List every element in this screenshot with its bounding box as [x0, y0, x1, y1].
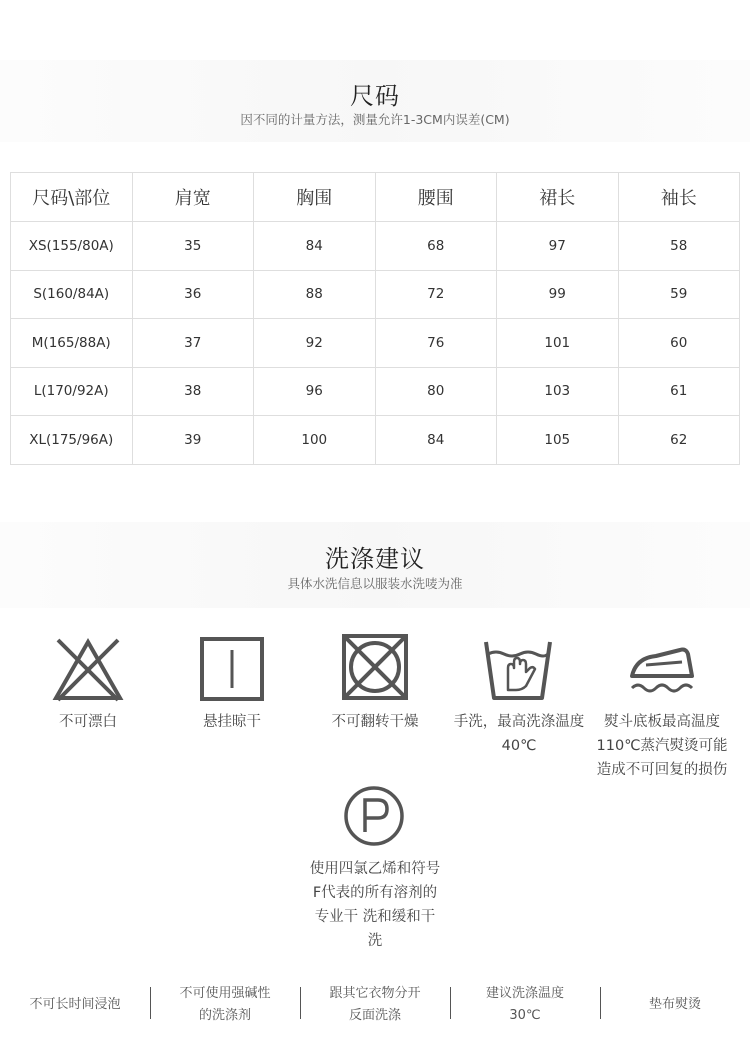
iron-icon [622, 632, 702, 712]
header-waist: 腰围 [375, 173, 497, 222]
tip-item [0, 984, 150, 1026]
table-cell: 88 [254, 270, 376, 319]
care-label-line: 110℃蒸汽熨烫可能 [596, 738, 728, 754]
size-cell: L(170/92A) [11, 367, 133, 416]
tip-line: 反面洗涤 [348, 1008, 401, 1023]
table-cell: 84 [375, 416, 497, 465]
tip-item [450, 984, 600, 1026]
header-skirt-length: 裙长 [497, 173, 619, 222]
header-shoulder: 肩宽 [132, 173, 254, 222]
table-cell: 103 [497, 367, 619, 416]
table-cell: 61 [618, 367, 740, 416]
size-table [10, 172, 740, 465]
table-cell: 38 [132, 367, 254, 416]
size-cell: M(165/88A) [11, 319, 133, 368]
table-cell: 72 [375, 270, 497, 319]
table-cell: 59 [618, 270, 740, 319]
table-row [11, 270, 740, 319]
table-cell: 60 [618, 319, 740, 368]
table-cell: 101 [497, 319, 619, 368]
table-cell: 36 [132, 270, 254, 319]
no-tumble-dry-icon [335, 629, 415, 709]
table-row [11, 222, 740, 271]
tip-line: 不可长时间浸泡 [29, 997, 121, 1012]
table-cell: 68 [375, 222, 497, 271]
tip-item [150, 984, 300, 1026]
header-bust: 胸围 [254, 173, 376, 222]
care-label-line: F代表的所有溶剂的 [312, 885, 438, 901]
header-size-part: 尺码\部位 [11, 173, 133, 222]
dry-clean-p-icon [334, 778, 414, 858]
table-cell: 35 [132, 222, 254, 271]
wash-section-subtitle: 具体水洗信息以服装水洗唛为准 [287, 576, 463, 591]
care-label-line: 40℃ [501, 738, 537, 754]
care-label-line: 专业干 洗和缓和干 [314, 909, 436, 925]
header-sleeve-length: 袖长 [618, 173, 740, 222]
tip-line: 30℃ [509, 1008, 541, 1023]
care-label-line: 造成不可回复的损伤 [596, 762, 728, 778]
table-cell: 99 [497, 270, 619, 319]
table-cell: 84 [254, 222, 376, 271]
size-cell: XL(175/96A) [11, 416, 133, 465]
care-label-line: 手洗，最高洗涤温度 [453, 714, 585, 730]
care-label-hang-dry [162, 710, 302, 734]
table-cell: 62 [618, 416, 740, 465]
no-bleach-icon [48, 632, 128, 712]
care-label-line: 使用四氯乙烯和符号 [309, 861, 441, 877]
table-row [11, 416, 740, 465]
care-label-no-tumble-dry [305, 710, 445, 734]
table-cell: 80 [375, 367, 497, 416]
table-cell: 97 [497, 222, 619, 271]
care-label-iron [591, 710, 733, 782]
tip-line: 跟其它衣物分开 [329, 986, 421, 1001]
washing-tips-bar [0, 984, 750, 1026]
care-label-line: 不可翻转干燥 [331, 714, 419, 730]
size-section-subtitle: 因不同的计量方法，测量允许1-3CM内误差(CM) [240, 112, 510, 127]
care-label-line: 洗 [367, 933, 383, 949]
size-cell: XS(155/80A) [11, 222, 133, 271]
size-section-title: 尺码 [350, 82, 400, 110]
tip-item [600, 984, 750, 1026]
tip-line: 的洗涤剂 [198, 1008, 251, 1023]
table-row [11, 367, 740, 416]
table-cell: 92 [254, 319, 376, 368]
table-cell: 58 [618, 222, 740, 271]
hand-wash-icon [478, 632, 558, 712]
care-label-line: 悬挂晾干 [203, 714, 261, 730]
care-label-line: 熨斗底板最高温度 [604, 714, 720, 730]
tip-line: 不可使用强碱性 [179, 986, 271, 1001]
tip-item [300, 984, 450, 1026]
table-cell: 76 [375, 319, 497, 368]
care-label-dry-clean [300, 857, 450, 953]
table-cell: 37 [132, 319, 254, 368]
table-cell: 39 [132, 416, 254, 465]
care-label-line: 不可漂白 [59, 714, 117, 730]
table-cell: 100 [254, 416, 376, 465]
care-label-hand-wash [446, 710, 592, 758]
table-cell: 105 [497, 416, 619, 465]
table-row [11, 319, 740, 368]
tip-line: 垫布熨烫 [648, 997, 701, 1012]
care-label-no-bleach [18, 710, 158, 734]
size-cell: S(160/84A) [11, 270, 133, 319]
wash-section-title: 洗涤建议 [325, 545, 425, 573]
table-cell: 96 [254, 367, 376, 416]
tip-line: 建议洗涤温度 [485, 986, 564, 1001]
hang-dry-icon [192, 632, 272, 712]
size-table-header-row [11, 173, 740, 222]
